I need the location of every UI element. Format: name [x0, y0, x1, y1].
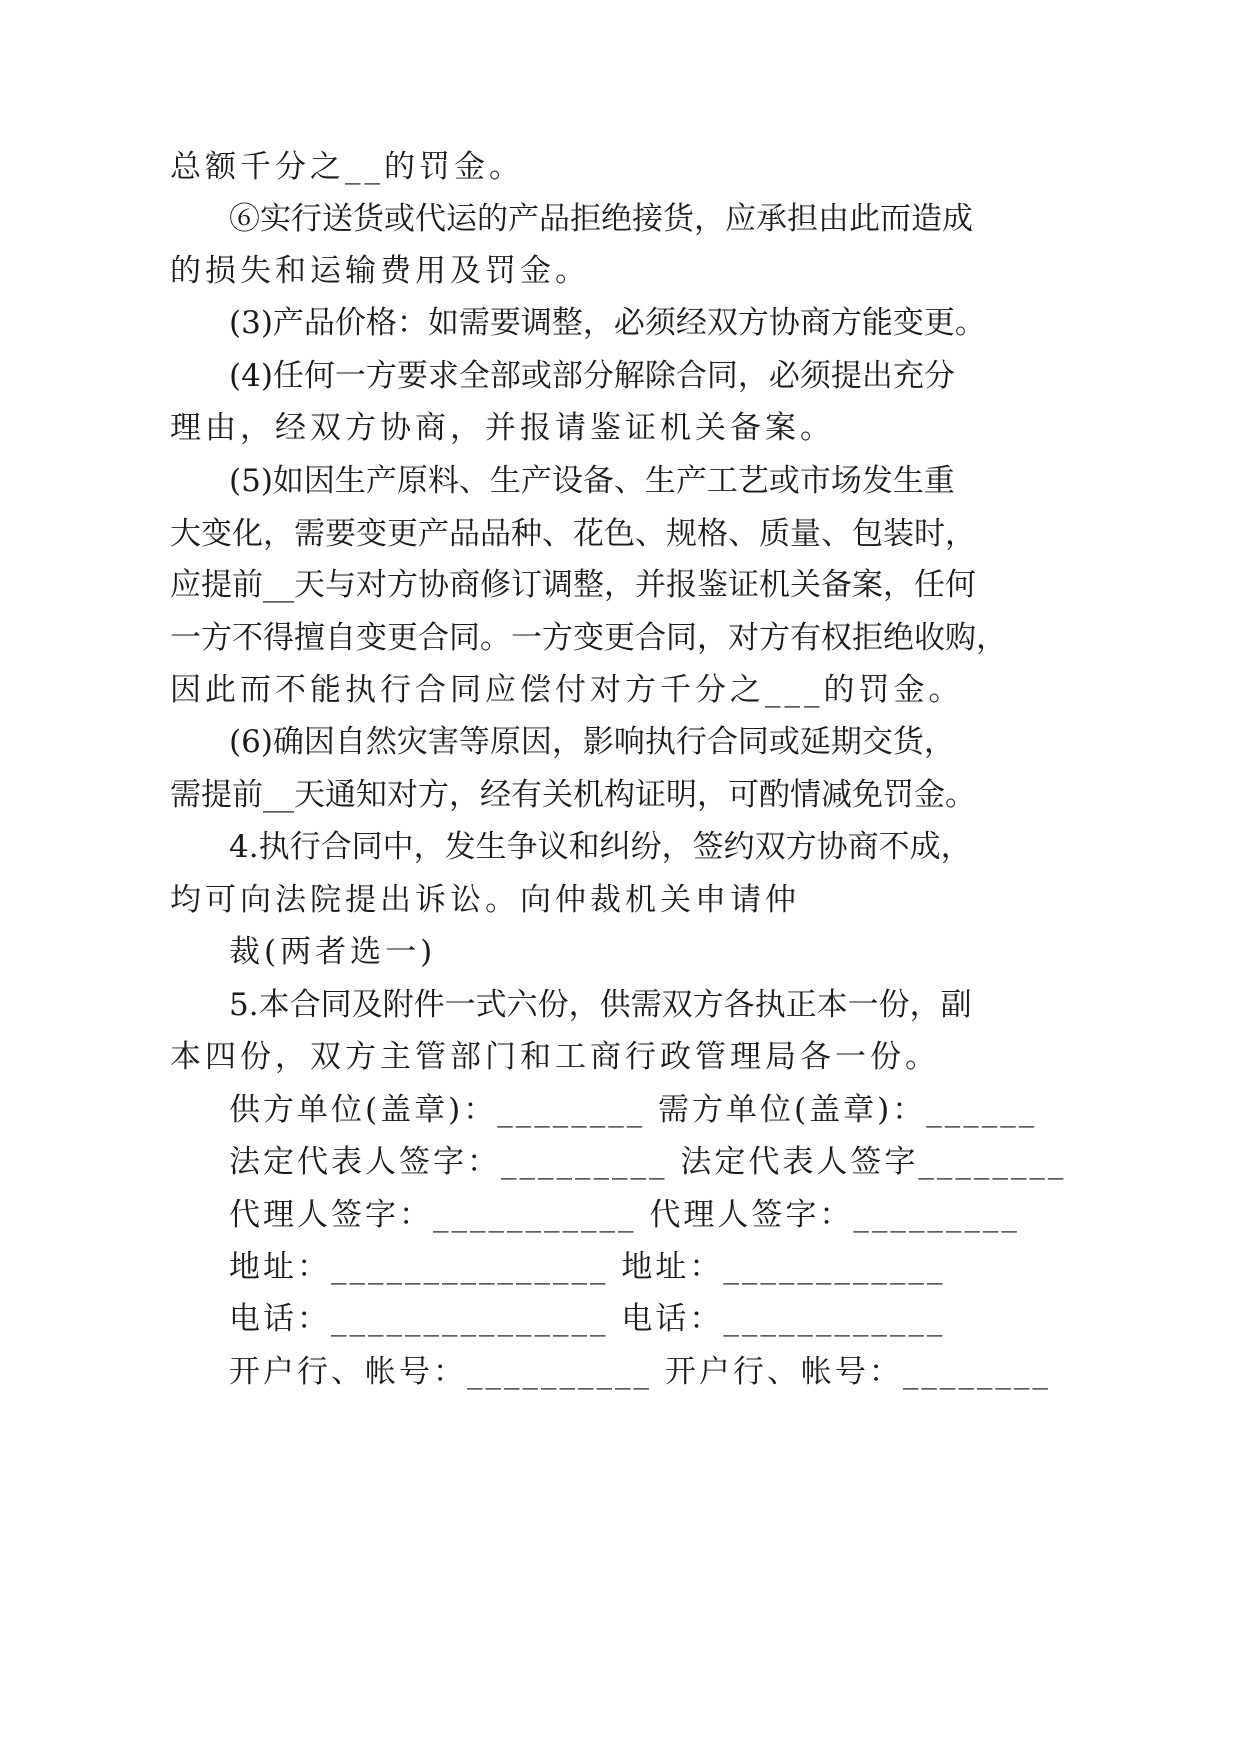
text-line-12: (6)确因自然灾害等原因，影响执行合同或延期交货， [229, 724, 955, 760]
text-line-16: 裁(两者选一) [229, 934, 437, 970]
signature-line-bank-account: 开户行、帐号：__________ 开户行、帐号：________ [229, 1354, 1051, 1390]
text-line-14: 4.执行合同中，发生争议和纠纷，签约双方协商不成， [229, 829, 972, 865]
signature-line-agent: 代理人签字：___________ 代理人签字：_________ [229, 1197, 1020, 1233]
text-line-9: 应提前__天与对方协商修订调整，并报鉴证机关备案，任何 [170, 567, 976, 603]
text-line-7: (5)如因生产原料、生产设备、生产工艺或市场发生重 [229, 463, 955, 499]
text-line-15: 均可向法院提出诉讼。向仲裁机关申请仲 [170, 882, 800, 918]
text-line-11: 因此而不能执行合同应偿付对方千分之___的罚金。 [170, 672, 964, 708]
text-line-13: 需提前__天通知对方，经有关机构证明，可酌情减免罚金。 [170, 777, 976, 813]
signature-line-supplier-unit: 供方单位(盖章)：________ 需方单位(盖章)：______ [229, 1092, 1038, 1128]
text-line-10: 一方不得擅自变更合同。一方变更合同，对方有权拒绝收购， [170, 620, 1007, 656]
signature-line-legal-rep: 法定代表人签字：_________ 法定代表人签字________ [229, 1144, 1067, 1180]
text-line-17: 5.本合同及附件一式六份，供需双方各执正本一份，副 [229, 987, 972, 1023]
text-line-5: (4)任何一方要求全部或部分解除合同，必须提出充分 [229, 358, 955, 394]
signature-line-phone: 电话：_______________ 电话：____________ [229, 1301, 946, 1337]
text-line-4: (3)产品价格：如需要调整，必须经双方协商方能变更。 [229, 305, 986, 341]
text-line-2: ⑥实行送货或代运的产品拒绝接货，应承担由此而造成 [229, 201, 973, 237]
text-line-6: 理由，经双方协商，并报请鉴证机关备案。 [170, 410, 835, 446]
text-line-1: 总额千分之__的罚金。 [170, 149, 524, 185]
text-line-18: 本四份，双方主管部门和工商行政管理局各一份。 [170, 1039, 940, 1075]
text-line-3: 的损失和运输费用及罚金。 [170, 253, 590, 289]
text-line-8: 大变化，需要变更产品品种、花色、规格、质量、包装时， [170, 516, 976, 552]
signature-line-address: 地址：_______________ 地址：____________ [229, 1249, 946, 1285]
